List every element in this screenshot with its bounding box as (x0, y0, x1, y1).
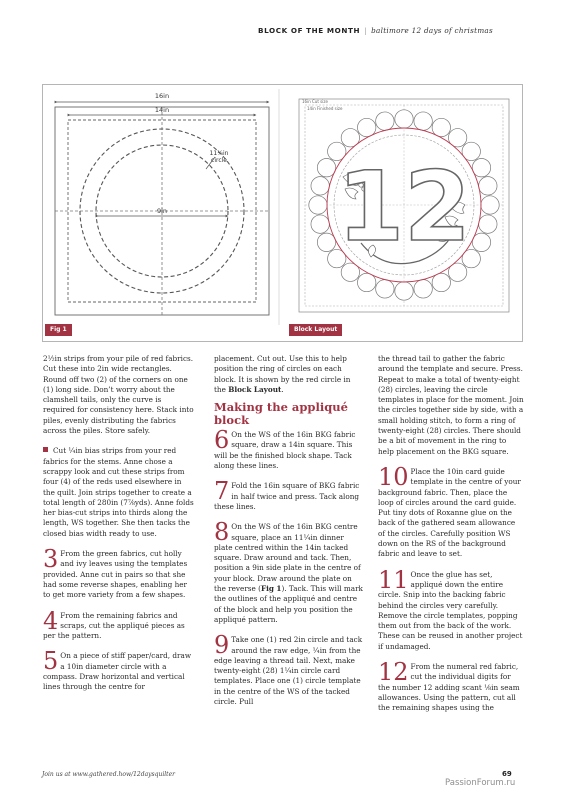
ring-circle (357, 273, 375, 291)
step-11-text: Once the glue has set, appliqué down the entire circle. Snip into the backing fabric behind the circles very carefully. Remove the circle templates, popping them out from the back of the work. These can be reused in another project if undamaged. (378, 569, 523, 651)
intro-paragraph: 2½in strips from your pile of red fabrics. Cut these into 2in wide rectangles. Round off two (2) of the corners on one (1) long side. Don’t worry about the clamshell tails, only the curve is required for consistency here. Stack into piles, evenly distributing the fabrics across the piles. Store safely. (43, 354, 194, 436)
step-4 (43, 606, 195, 642)
step-9 (214, 631, 364, 707)
dim-label-circle-word: circle (211, 157, 227, 164)
step-10-number: 10 (378, 462, 409, 491)
step-3-number: 3 (43, 545, 59, 574)
step-3-text: From the green fabrics, cut holly and ivy leaves using the templates provided. Anne cut in pairs so that she had some reverse shapes, enabling her to get more variety from a few shapes. (43, 549, 188, 600)
ring-circle (414, 280, 432, 298)
dim-label-circle-size: 11¼in (209, 150, 229, 157)
step-7-number: 7 (214, 477, 230, 506)
step-10 (378, 462, 524, 560)
ring-circle (479, 215, 497, 233)
step-12-text: From the numeral red fabric, cut the individual digits for the number 12 adding scant ⅛in seam allowances. Using the pattern, cut all the remaining shapes using the (378, 662, 520, 713)
numeral-twelve: 12 (337, 151, 471, 263)
ring-circle (414, 112, 432, 130)
ring-circle (395, 282, 413, 300)
step-8 (214, 518, 364, 625)
fig1-ref: Fig 1 (260, 584, 282, 594)
section-subtitle: baltimore 12 days of christmas (371, 26, 494, 35)
ring-circle (472, 158, 490, 176)
ring-circle (317, 233, 335, 251)
ring-circle (311, 215, 329, 233)
ring-circle (376, 280, 394, 298)
step-10-text: Place the 10in card guide template in the centre of your background fabric. Then, place the loop of circles around the card guide. Put tiny dots of Roxanne glue on the back of the gathered seam allowance of the circles. Carefully position WS down on the RS of the background fabric and leave to set. (378, 466, 521, 559)
page-header (258, 26, 548, 35)
ring-circle (357, 118, 375, 136)
ring-circle (317, 158, 335, 176)
cut-size-label: 16in Cut size (302, 99, 328, 104)
section-heading: Making the appliqué block (214, 400, 348, 427)
step-11-number: 11 (378, 565, 409, 594)
step-8-text-end: ). Tack. This will mark the outlines of the appliqué and centre of the block and help you position the appliqué pattern. (214, 584, 363, 624)
ring-circle (472, 233, 490, 251)
dim-label-16in: 16in (154, 92, 170, 100)
ring-circle (311, 177, 329, 195)
text-column-3 (378, 354, 524, 724)
step-11 (378, 565, 524, 652)
step-5-text: On a piece of stiff paper/card, draw a 10in diameter circle with a compass. Draw horizontal and vertical lines through the centre for (43, 651, 192, 692)
step-6-number: 6 (214, 426, 230, 455)
figure-illustration (43, 85, 522, 341)
ring-circle (376, 112, 394, 130)
placement-text: placement. Cut out. Use this to help position the ring of circles on each block. It is shown by the red circle in the (214, 354, 351, 394)
bullet-paragraph (43, 446, 195, 539)
step-7 (214, 477, 364, 512)
step-9-text: Take one (1) red 2in circle and tack around the raw edge, ¼in from the edge leaving a thread tail. Next, make twenty-eight (28) 1¼in circle card templates. Place one (1) circle template in the centre of the WS of the tacked circle. Pull (214, 635, 363, 707)
ring-circle (309, 196, 327, 214)
step-6-text: On the WS of the 16in BKG fabric square, draw a 14in square. This will be the finished block shape. Tack along these lines. (214, 430, 356, 471)
step-6 (214, 426, 364, 471)
ring-circle (432, 118, 450, 136)
bullet-text: Cut ¼in bias strips from your red fabrics for the stems. Anne chose a scrappy look and cut these strips from four (4) of the reds used elsewhere in the quilt. Join strips together to create a total length of 280in (7⅞yds). Anne folds her bias-cut strips into thirds along the length, WS together. She then tacks the closed bias width ready to use. (43, 446, 194, 538)
step-12 (378, 658, 524, 713)
fig1-label: Fig 1 (45, 324, 72, 336)
footer-link[interactable]: Join us at www.gathered.how/12daysquilter (42, 771, 175, 778)
ring-circle (479, 177, 497, 195)
placement-text-end: . (281, 384, 284, 394)
finished-size-label: 14in Finished size (307, 106, 343, 111)
block-layout-label: Block Layout (289, 324, 342, 336)
ring-circle (481, 196, 499, 214)
gather-paragraph: the thread tail to gather the fabric around the template and secure. Press. Repeat to make a total of twenty-eight (28) circles, leaving the circle templates in place for the moment. Join the circles together side by side, with a small holding stitch, to form a ring of twenty-eight (28) circles. There should be a bit of movement in the ring to help placement on the BKG square. (378, 354, 524, 456)
header-separator: | (364, 26, 368, 35)
dim-label-9in: 9in (156, 207, 168, 215)
text-column-1 (43, 354, 195, 703)
page-number: 69 (502, 770, 512, 778)
section-title: BLOCK OF THE MONTH (258, 26, 361, 35)
block-layout-diagram (299, 99, 509, 312)
ring-circle (432, 273, 450, 291)
step-3 (43, 545, 195, 600)
step-9-number: 9 (214, 631, 230, 660)
step-8-text: On the WS of the 16in BKG centre square, place an 11¼in dinner plate centred within the 14in tacked square. Draw around and tack. Then, position a 9in side plate in the centre of your block. Draw around the plate on the reverse ( (214, 522, 361, 594)
bullet-square-icon (43, 447, 48, 452)
step-5 (43, 647, 195, 692)
fig1-diagram (55, 92, 269, 315)
figure-panel (42, 84, 523, 342)
ring-circle (395, 110, 413, 128)
block-layout-ref: Block Layout (228, 384, 282, 394)
watermark: PassionForum.ru (445, 778, 516, 788)
step-5-number: 5 (43, 647, 59, 676)
step-7-text: Fold the 16in square of BKG fabric in half twice and press. Tack along these lines. (214, 481, 360, 511)
step-4-number: 4 (43, 606, 59, 635)
step-4-text: From the remaining fabrics and scraps, cut the appliqué pieces as per the pattern. (43, 610, 185, 641)
step-8-number: 8 (214, 518, 230, 547)
step-12-number: 12 (378, 658, 409, 687)
dim-label-14in: 14in (154, 106, 170, 114)
placement-paragraph (214, 354, 364, 395)
text-column-2 (214, 354, 364, 717)
